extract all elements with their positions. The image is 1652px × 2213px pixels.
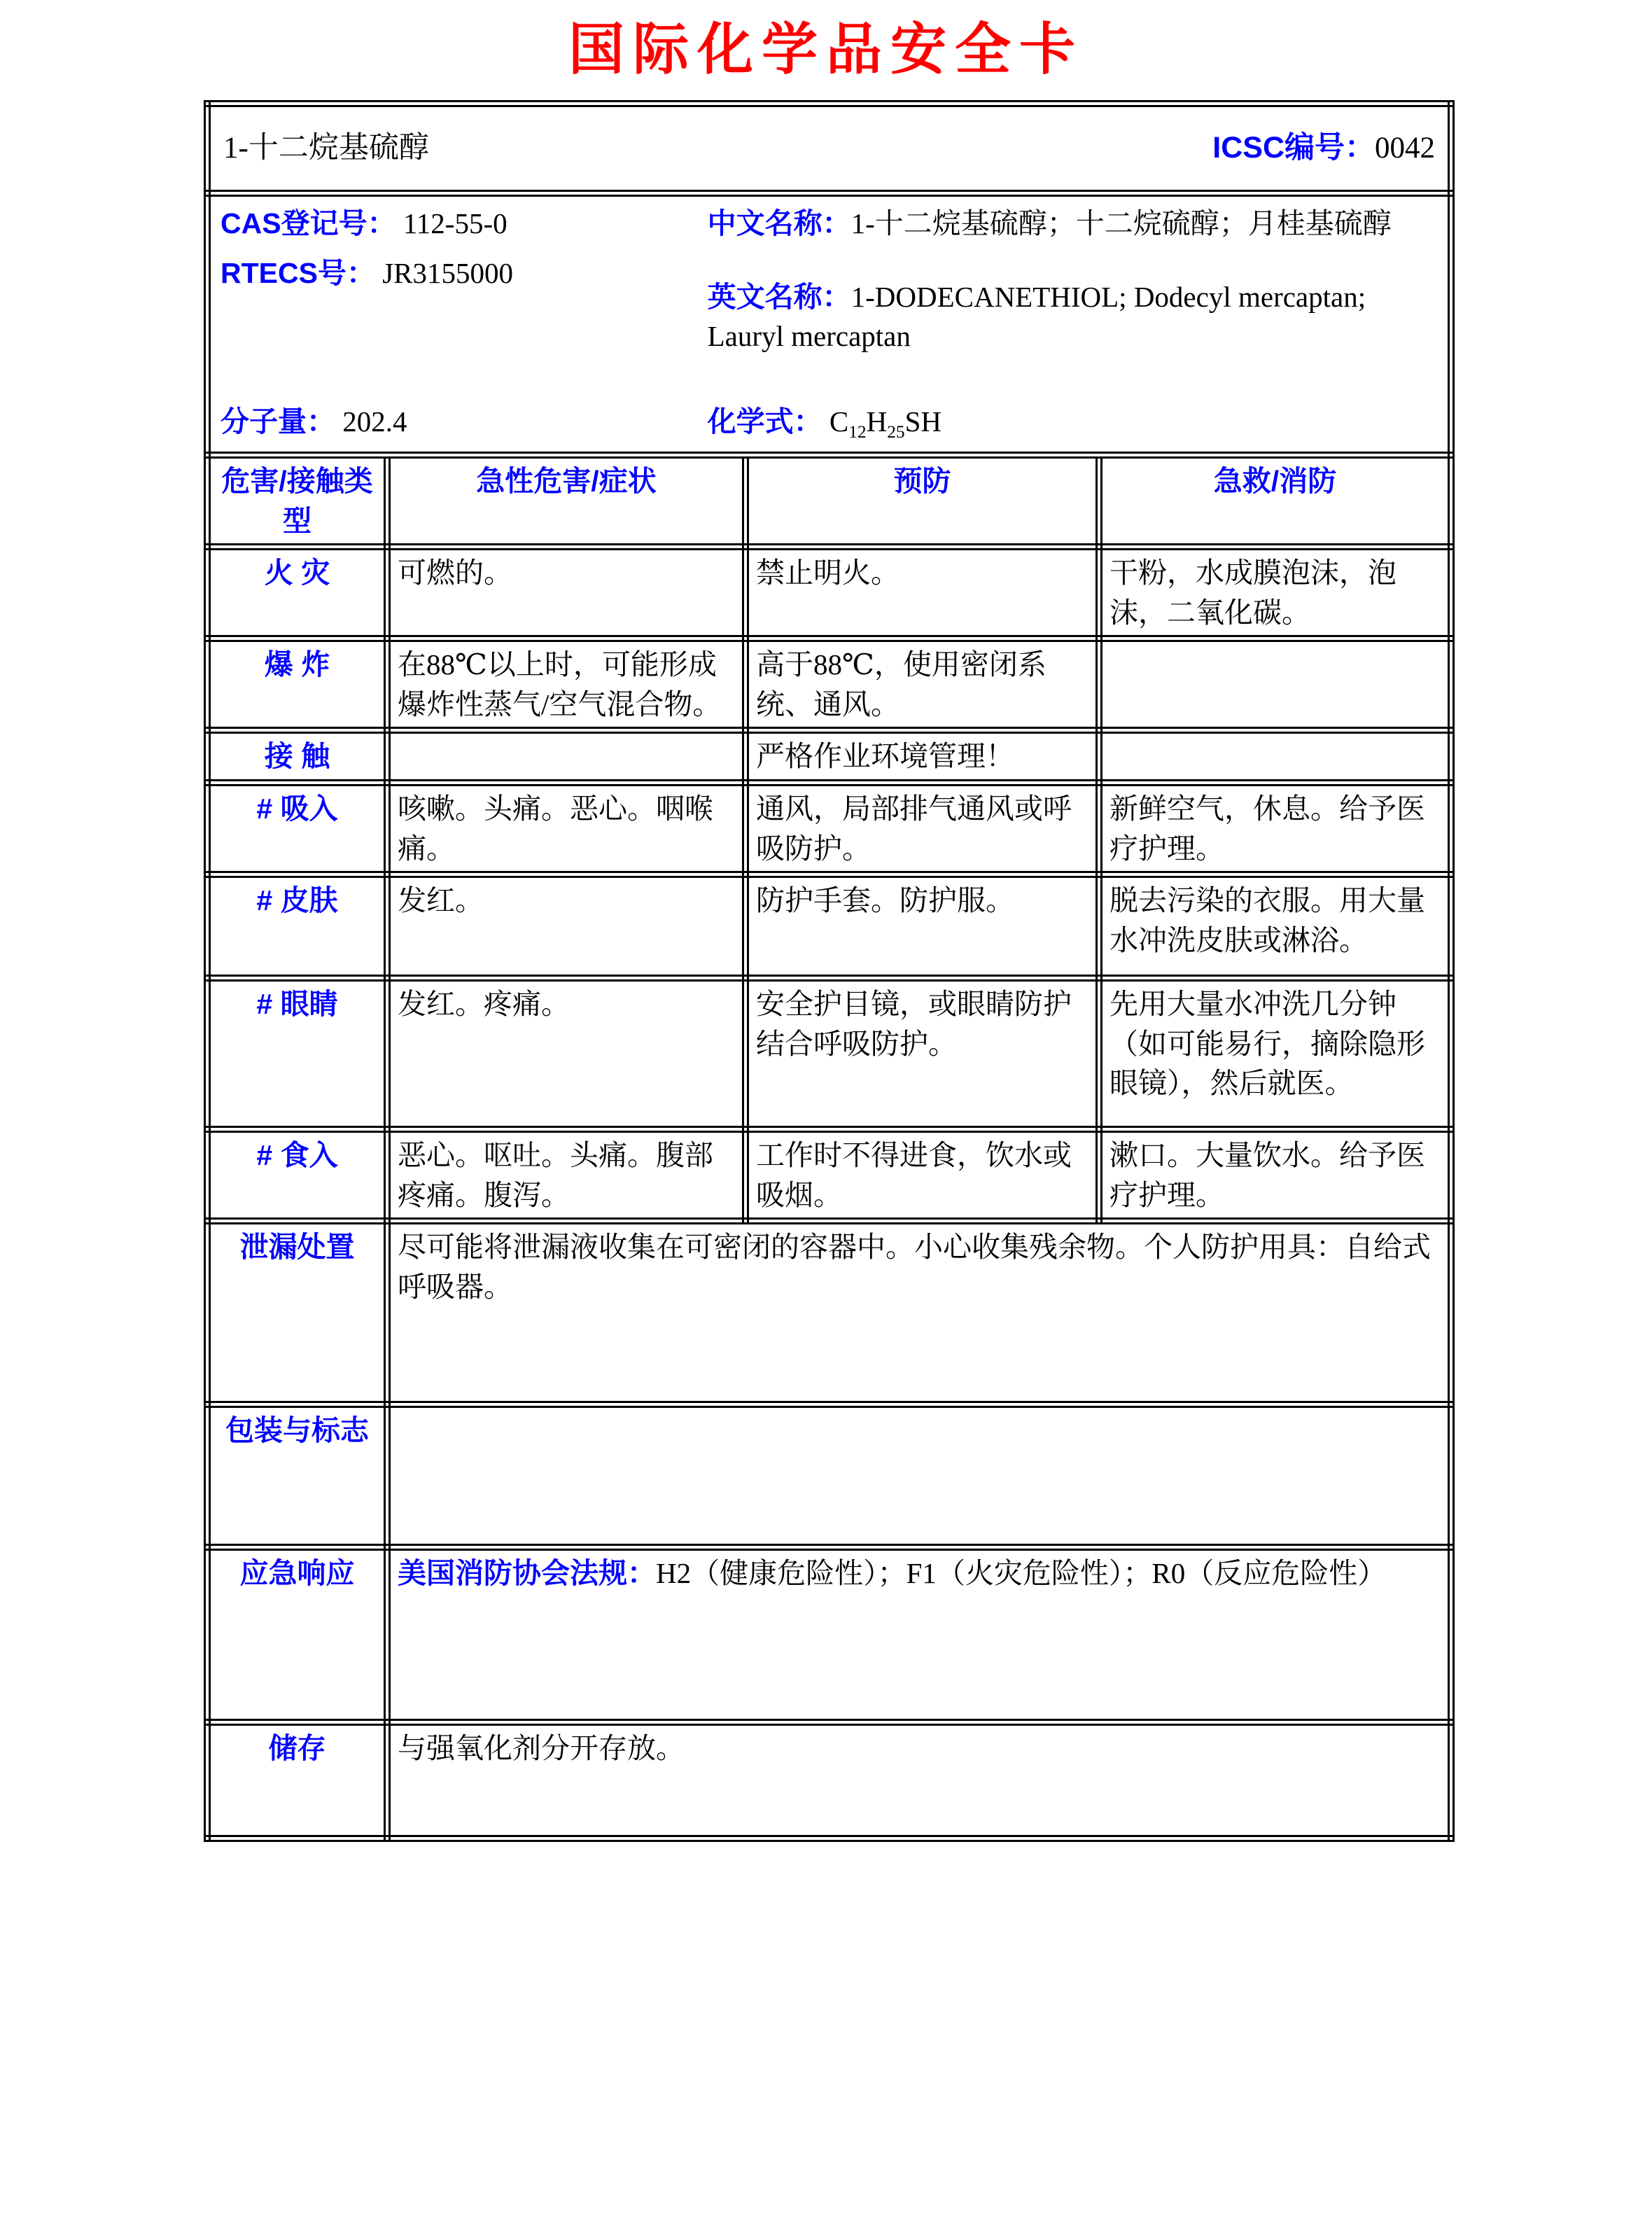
header-hazard-type: 危害/接触类型 [207, 455, 387, 547]
contact-prevention-cell: 严格作业环境管理！ [746, 730, 1099, 783]
identifiers-left-column [220, 204, 708, 442]
skin-symptoms-cell: 发红。 [387, 874, 746, 978]
header-first-aid: 急救/消防 [1099, 455, 1451, 547]
ingestion-symptoms-cell: 恶心。呕吐。头痛。腹部疼痛。腹泻。 [387, 1129, 746, 1221]
identifiers-row [207, 193, 1451, 455]
hazard-row-inhalation [207, 783, 1451, 874]
contact-response-cell [1099, 730, 1451, 783]
packaging-labelling-row [207, 1404, 1451, 1547]
formula-line [708, 402, 1438, 442]
header-prevention: 预防 [746, 455, 1099, 547]
chemical-name: 1-十二烷基硫醇 [223, 132, 429, 165]
cas-value: 112-55-0 [402, 207, 507, 239]
icsc-number-label: ICSC编号： [1212, 131, 1375, 165]
formula-value: $C_{12}H_{25}SH$ [829, 405, 942, 442]
english-name-value: 1-DODECANETHIOL; Dodecyl mercaptan; Lauryl mercaptan [707, 280, 1366, 353]
rtecs-label: RTECS号： [220, 256, 375, 289]
icsc-number-group [1212, 127, 1435, 169]
molecular-weight-label: 分子量： [220, 405, 335, 438]
molecular-weight-line [220, 402, 708, 442]
storage-content-cell: 与强氧化剂分开存放。 [387, 1722, 1451, 1838]
hazard-row-skin [207, 874, 1451, 978]
ingestion-response-cell: 漱口。大量饮水。给予医疗护理。 [1099, 1129, 1451, 1221]
packaging-content-cell [387, 1404, 1451, 1547]
explosion-prevention-cell: 高于88℃，使用密闭系统、通风。 [746, 638, 1099, 730]
hazard-row-contact [207, 730, 1451, 783]
inhalation-response-cell: 新鲜空气，休息。给予医疗护理。 [1099, 783, 1451, 874]
ingestion-prevention-cell: 工作时不得进食，饮水或吸烟。 [746, 1129, 1099, 1221]
card-header-bar [218, 110, 1441, 187]
chinese-name-value: 1-十二烷基硫醇；十二烷硫醇；月桂基硫醇 [850, 207, 1392, 239]
row-label-packaging: 包装与标志 [207, 1404, 387, 1547]
emergency-response-row [207, 1547, 1451, 1722]
row-label-ingestion: # 食入 [207, 1129, 387, 1221]
english-name-label: 英文名称： [707, 280, 851, 313]
molecular-weight-value: 202.4 [342, 405, 407, 438]
identifiers-right-column [708, 204, 1438, 442]
fire-prevention-cell: 禁止明火。 [746, 547, 1099, 638]
row-label-eyes: # 眼睛 [207, 978, 387, 1129]
fire-symptoms-cell: 可燃的。 [387, 547, 746, 638]
chinese-name-label: 中文名称： [707, 207, 851, 239]
hazard-row-eyes [207, 978, 1451, 1129]
header-acute-symptoms: 急性危害/症状 [387, 455, 746, 547]
eyes-symptoms-cell: 发红。疼痛。 [387, 978, 746, 1129]
skin-prevention-cell: 防护手套。防护服。 [746, 874, 1099, 978]
chinese-name-line [708, 204, 1438, 244]
spill-disposal-content-cell: 尽可能将泄漏液收集在可密闭的容器中。小心收集残余物。个人防护用具：自给式呼吸器。 [387, 1221, 1451, 1404]
card-header-row [207, 104, 1451, 193]
hazard-header-row [207, 455, 1451, 547]
eyes-response-cell: 先用大量水冲洗几分钟（如可能易行，摘除隐形眼镜），然后就医。 [1099, 978, 1451, 1129]
inhalation-symptoms-cell: 咳嗽。头痛。恶心。咽喉痛。 [387, 783, 746, 874]
identifiers-grid [218, 200, 1441, 449]
contact-symptoms-cell [387, 730, 746, 783]
explosion-response-cell [1099, 638, 1451, 730]
rtecs-line [220, 253, 708, 293]
hazard-row-explosion [207, 638, 1451, 730]
icsc-card-table [204, 100, 1455, 1842]
hazard-row-ingestion [207, 1129, 1451, 1221]
nfpa-code-label: 美国消防协会法规： [398, 1557, 656, 1590]
formula-label: 化学式： [707, 405, 822, 438]
row-label-storage: 储存 [207, 1722, 387, 1838]
cas-label: CAS登记号： [220, 207, 396, 239]
spill-disposal-row [207, 1221, 1451, 1404]
row-label-inhalation: # 吸入 [207, 783, 387, 874]
inhalation-prevention-cell: 通风，局部排气通风或呼吸防护。 [746, 783, 1099, 874]
skin-response-cell: 脱去污染的衣服。用大量水冲洗皮肤或淋浴。 [1099, 874, 1451, 978]
english-name-line [708, 277, 1438, 356]
cas-line [220, 204, 708, 244]
row-label-emergency: 应急响应 [207, 1547, 387, 1722]
storage-row [207, 1722, 1451, 1838]
hazard-row-fire [207, 547, 1451, 638]
fire-response-cell: 干粉，水成膜泡沫，泡沫，二氧化碳。 [1099, 547, 1451, 638]
row-label-fire: 火 灾 [207, 547, 387, 638]
explosion-symptoms-cell: 在88℃以上时，可能形成爆炸性蒸气/空气混合物。 [387, 638, 746, 730]
page-title: 国际化学品安全卡 [568, 20, 1084, 81]
row-label-explosion: 爆 炸 [207, 638, 387, 730]
rtecs-value: JR3155000 [382, 256, 514, 289]
row-label-spill-disposal: 泄漏处置 [207, 1221, 387, 1404]
icsc-number-value: 0042 [1375, 132, 1435, 165]
row-label-contact: 接 触 [207, 730, 387, 783]
row-label-skin: # 皮肤 [207, 874, 387, 978]
eyes-prevention-cell: 安全护目镜，或眼睛防护结合呼吸防护。 [746, 978, 1099, 1129]
nfpa-code-value: H2（健康危险性）；F1（火灾危险性）；R0（反应危险性） [656, 1557, 1387, 1590]
emergency-content-cell [387, 1547, 1451, 1722]
